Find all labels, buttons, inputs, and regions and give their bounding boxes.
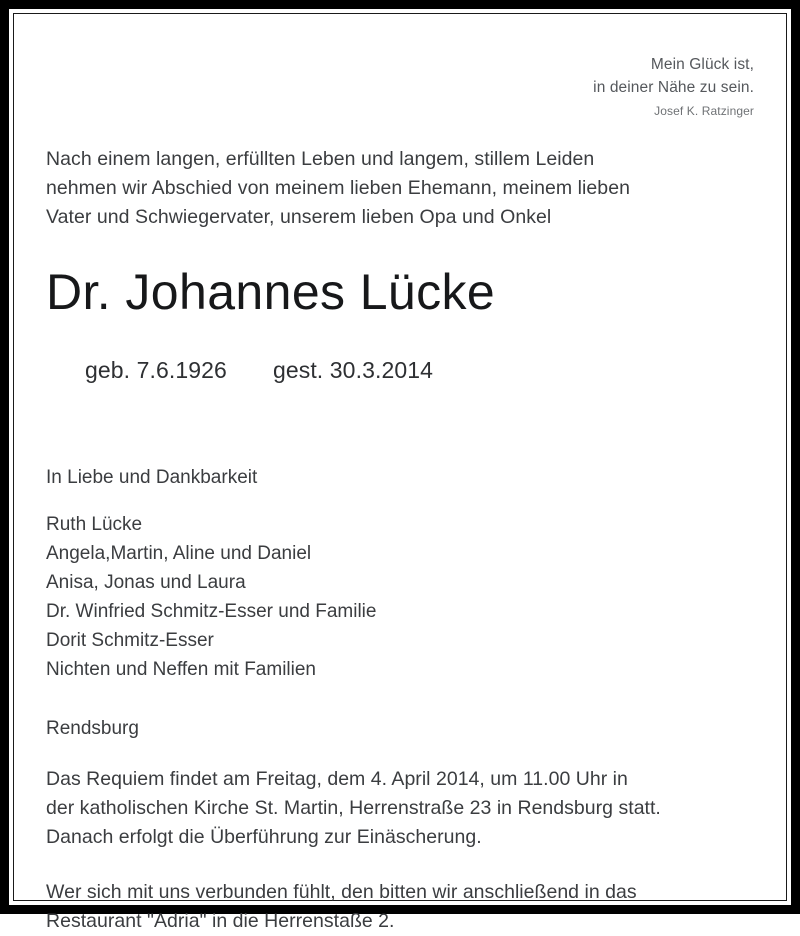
death-date: gest. 30.3.2014 — [272, 356, 434, 383]
service-line-3: Danach erfolgt die Überführung zur Einäscherung. — [46, 825, 482, 848]
deceased-name: Dr. Johannes Lücke — [46, 264, 496, 321]
epigraph-quote — [40, 54, 754, 120]
epigraph-attribution: Josef K. Ratzinger — [654, 103, 754, 118]
list-item: Nichten und Neffen mit Familien — [46, 658, 316, 680]
epigraph-line-2: in deiner Nähe zu sein. — [593, 78, 754, 96]
intro-line-3: Vater und Schwiegervater, unserem lieben Opa und Onkel — [46, 205, 552, 228]
dedication-text: In Liebe und Dankbarkeit — [46, 466, 258, 488]
intro-line-2: nehmen wir Abschied von meinem lieben Ehemann, meinem lieben — [46, 176, 630, 199]
intro-paragraph — [46, 145, 760, 231]
list-item: Dorit Schmitz-Esser — [46, 629, 214, 651]
survivors-list — [46, 511, 760, 684]
list-item: Ruth Lücke — [46, 514, 143, 536]
epigraph-line-1: Mein Glück ist, — [650, 56, 754, 73]
invitation-line-1: Wer sich mit uns verbunden fühlt, den bitten wir anschließend in das — [46, 881, 637, 904]
list-item: Anisa, Jonas und Laura — [46, 572, 246, 594]
intro-line-1: Nach einem langen, erfüllten Leben und langem, stillem Leiden — [46, 148, 595, 171]
place-name: Rendsburg — [46, 717, 139, 739]
list-item: Angela,Martin, Aline und Daniel — [46, 543, 312, 565]
reception-invitation — [46, 878, 760, 935]
service-line-1: Das Requiem findet am Freitag, dem 4. April 2014, um 11.00 Uhr in — [46, 768, 628, 791]
life-dates — [46, 329, 760, 412]
invitation-line-2: Restaurant "Adria" in die Herrenstaße 2. — [46, 909, 395, 932]
notice-inner-frame — [13, 13, 787, 932]
service-line-2: der katholischen Kirche St. Martin, Herrenstraße 23 in Rendsburg statt. — [46, 796, 661, 819]
list-item: Dr. Winfried Schmitz-Esser und Familie — [46, 601, 377, 623]
service-details — [46, 765, 760, 851]
birth-date: geb. 7.6.1926 — [84, 356, 227, 383]
